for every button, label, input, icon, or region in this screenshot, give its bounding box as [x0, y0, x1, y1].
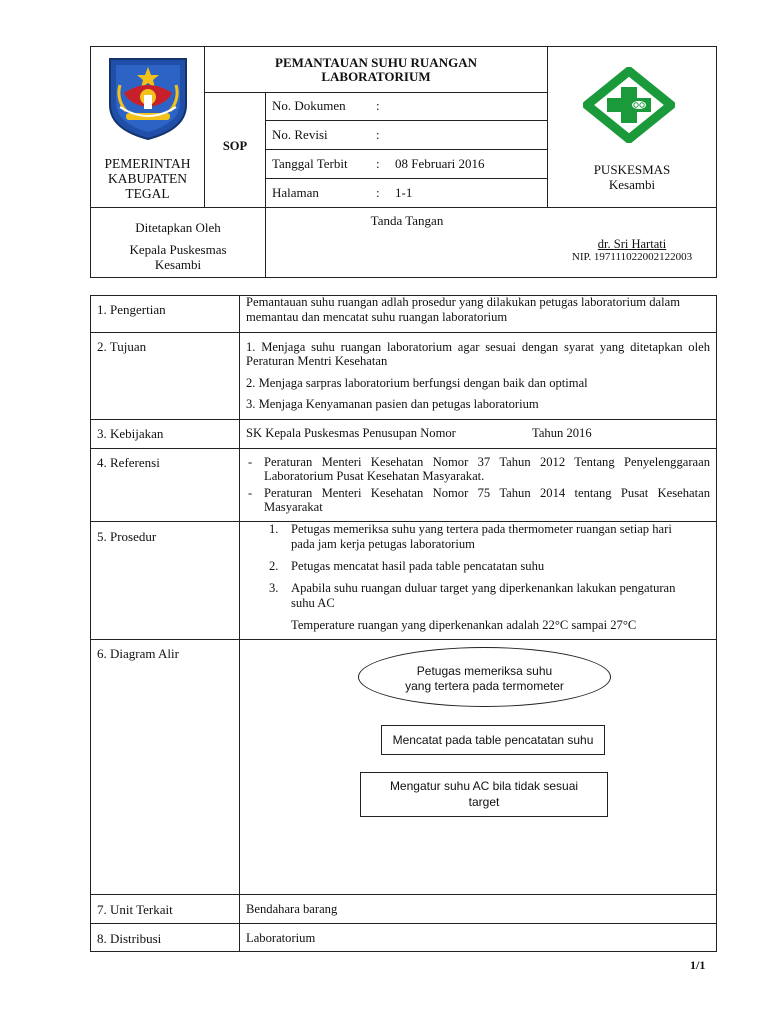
meta-label-halaman: Halaman: [272, 185, 319, 200]
label-tujuan: 2. Tujuan: [97, 339, 147, 354]
label-prosedur: 5. Prosedur: [97, 529, 157, 544]
referensi-bullet-2: -: [248, 486, 253, 500]
kebijakan-year: Tahun 2016: [532, 426, 592, 440]
prosedur-num-3: 3.: [269, 581, 279, 595]
right-org-line-1: PUSKESMAS: [593, 162, 671, 177]
meta-sep-revisi: :: [376, 127, 380, 142]
title-line-1: PEMANTAUAN SUHU RUANGAN: [275, 55, 477, 70]
page-number: 1/1: [690, 958, 706, 972]
distribusi-text: Laboratorium: [246, 931, 316, 945]
referensi-bullet-1: -: [248, 455, 253, 469]
meta-sep-halaman: :: [376, 185, 380, 200]
flow-step-2-box: [381, 725, 605, 755]
document-title: [205, 56, 547, 84]
pengertian-text: Pemantauan suhu ruangan adlah prosedur yang dilakukan petugas laboratorium dalam memantau dan mencatat suhu ruangan laboratorium: [246, 295, 681, 324]
flow-step-1-line-2: yang tertera pada termometer: [405, 679, 564, 693]
flow-step-3-line-2: target: [468, 795, 500, 809]
label-kebijakan: 3. Kebijakan: [97, 426, 164, 441]
tujuan-item-3: 3. Menjaga Kenyamanan pasien dan petugas laboratorium: [246, 397, 539, 411]
kebijakan-text: SK Kepala Puskesmas Penusupan Nomor: [246, 426, 456, 440]
flow-step-3-line-1: Mengatur suhu AC bila tidak sesuai: [389, 779, 579, 793]
tujuan-item-1: 1. Menjaga suhu ruangan laboratorium agar sesuai dengan syarat yang ditetapkan oleh Peraturan Mentri Kesehatan: [246, 340, 710, 368]
prosedur-item-2: Petugas mencatat hasil pada table pencatatan suhu: [291, 559, 545, 573]
kepala-line-1: Kepala Puskesmas: [129, 242, 227, 257]
label-pengertian: 1. Pengertian: [97, 302, 166, 317]
flow-step-3-box: [360, 772, 608, 817]
sop-label: SOP: [222, 139, 248, 153]
meta-label-dokumen: No. Dokumen: [272, 98, 346, 113]
prosedur-num-1: 1.: [269, 522, 279, 536]
kepala-puskesmas: [91, 242, 265, 272]
left-org-line-1: PEMERINTAH: [104, 156, 191, 171]
label-referensi: 4. Referensi: [97, 455, 160, 470]
prosedur-item-3: Apabila suhu ruangan duluar target yang diperkenankan lakukan pengaturan suhu AC: [291, 581, 676, 610]
referensi-item-2: Peraturan Menteri Kesehatan Nomor 75 Tahun 2014 tentang Pusat Kesehatan Masyarakat: [264, 486, 710, 514]
label-diagram: 6. Diagram Alir: [97, 646, 179, 661]
tujuan-item-2: 2. Menjaga sarpras laboratorium berfungsi dengan baik dan optimal: [246, 376, 588, 390]
right-org-name: [548, 162, 716, 192]
flow-step-1-line-1: Petugas memeriksa suhu: [416, 664, 553, 678]
puskesmas-logo: [583, 67, 675, 143]
meta-value-tanggal: 08 Februari 2016: [395, 156, 485, 171]
title-line-2: LABORATORIUM: [321, 69, 431, 84]
flow-step-2-text: Mencatat pada table pencatatan suhu: [392, 733, 594, 747]
ditetapkan-oleh: Ditetapkan Oleh: [135, 220, 221, 235]
label-unit: 7. Unit Terkait: [97, 902, 173, 917]
meta-sep-dokumen: :: [376, 98, 380, 113]
kepala-line-2: Kesambi: [154, 257, 202, 272]
meta-value-halaman: 1-1: [395, 185, 413, 200]
referensi-item-1: Peraturan Menteri Kesehatan Nomor 37 Tahun 2012 Tentang Penyelenggaraan Laboratorium Pusat Kesehatan Masyarakat.: [264, 455, 710, 483]
label-distribusi: 8. Distribusi: [97, 931, 162, 946]
kabupaten-tegal-crest-logo: [106, 55, 190, 141]
flow-step-1-ellipse: [358, 647, 611, 707]
prosedur-item-1: Petugas memeriksa suhu yang tertera pada thermometer ruangan setiap hari pada jam kerja petugas laboratorium: [291, 522, 672, 551]
left-org-name: [91, 156, 204, 201]
signer-name: dr. Sri Hartati: [597, 237, 667, 251]
unit-text: Bendahara barang: [246, 902, 338, 916]
tanda-tangan-label: Tanda Tangan: [370, 213, 444, 228]
left-org-line-2: KABUPATEN: [107, 171, 188, 186]
right-org-line-2: Kesambi: [608, 177, 656, 192]
meta-label-tanggal: Tanggal Terbit: [272, 156, 348, 171]
prosedur-num-2: 2.: [269, 559, 279, 573]
meta-label-revisi: No. Revisi: [272, 127, 328, 142]
left-org-line-3: TEGAL: [125, 186, 170, 201]
signer-nip: NIP. 197111022002122003: [571, 251, 693, 263]
meta-sep-tanggal: :: [376, 156, 380, 171]
prosedur-note: Temperature ruangan yang diperkenankan adalah 22°C sampai 27°C: [291, 618, 637, 632]
